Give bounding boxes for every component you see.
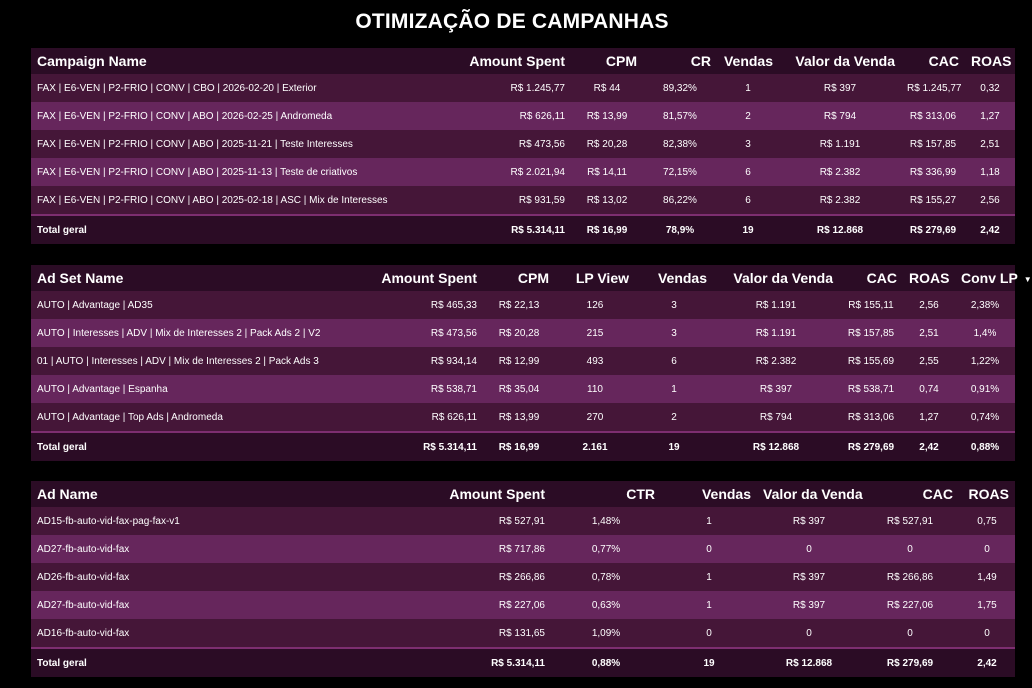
row-name-cell: AUTO | Interesses | ADV | Mix de Interesses 2 | Pack Ads 2 | V2 bbox=[31, 319, 355, 347]
total-cell: 2,42 bbox=[959, 648, 1015, 677]
table-cell: 0 bbox=[959, 535, 1015, 563]
row-name-cell: AD15-fb-auto-vid-fax-pag-fax-v1 bbox=[31, 507, 413, 535]
table-row[interactable] bbox=[31, 535, 1015, 563]
table-cell: 6 bbox=[717, 186, 779, 215]
table-cell: R$ 155,27 bbox=[901, 186, 965, 215]
table-cell: R$ 2.382 bbox=[713, 347, 839, 375]
table-cell: 0,32 bbox=[965, 74, 1015, 102]
total-row bbox=[31, 432, 1015, 461]
table-cell: 2,56 bbox=[965, 186, 1015, 215]
table-cell: 1,22% bbox=[955, 347, 1015, 375]
table-row[interactable] bbox=[31, 291, 1015, 319]
total-cell: R$ 5.314,11 bbox=[433, 215, 571, 244]
table-row[interactable] bbox=[31, 619, 1015, 648]
col-header-vendas[interactable]: Vendas bbox=[661, 481, 757, 507]
col-header-roas[interactable]: ROAS bbox=[959, 481, 1015, 507]
table-cell: 0 bbox=[757, 619, 861, 648]
col-header-cac[interactable]: CAC bbox=[901, 48, 965, 74]
table-cell: R$ 2.382 bbox=[779, 186, 901, 215]
table-cell: 2,38% bbox=[955, 291, 1015, 319]
table-cell: R$ 397 bbox=[713, 375, 839, 403]
total-row bbox=[31, 215, 1015, 244]
col-header-vendas[interactable]: Vendas bbox=[635, 265, 713, 291]
col-header-conv-lp[interactable] bbox=[955, 265, 1032, 291]
ad-header-row bbox=[31, 481, 1015, 507]
row-name-cell: FAX | E6-VEN | P2-FRIO | CONV | ABO | 2025-11-21 | Teste Interesses bbox=[31, 130, 433, 158]
total-row bbox=[31, 648, 1015, 677]
table-cell: 0 bbox=[959, 619, 1015, 648]
col-header-cr[interactable]: CR bbox=[643, 48, 717, 74]
adset-table bbox=[31, 265, 1032, 461]
col-header-amount-spent[interactable]: Amount Spent bbox=[433, 48, 571, 74]
table-cell: 82,38% bbox=[643, 130, 717, 158]
total-cell: R$ 5.314,11 bbox=[355, 432, 483, 461]
table-cell: 1,75 bbox=[959, 591, 1015, 619]
total-cell: 2.161 bbox=[555, 432, 635, 461]
row-name-cell: AD16-fb-auto-vid-fax bbox=[31, 619, 413, 648]
total-cell: 19 bbox=[717, 215, 779, 244]
table-cell: 0 bbox=[661, 619, 757, 648]
col-header-vendas[interactable]: Vendas bbox=[717, 48, 779, 74]
table-cell: R$ 397 bbox=[757, 563, 861, 591]
total-cell: R$ 5.314,11 bbox=[413, 648, 551, 677]
total-cell: 2,42 bbox=[903, 432, 955, 461]
table-cell: 81,57% bbox=[643, 102, 717, 130]
table-cell: R$ 538,71 bbox=[839, 375, 903, 403]
total-label: Total geral bbox=[31, 215, 433, 244]
table-cell: 0,74% bbox=[955, 403, 1015, 432]
table-cell: 0 bbox=[661, 535, 757, 563]
row-name-cell: AUTO | Advantage | Top Ads | Andromeda bbox=[31, 403, 355, 432]
table-cell: R$ 527,91 bbox=[413, 507, 551, 535]
table-cell: R$ 20,28 bbox=[483, 319, 555, 347]
table-cell: 1 bbox=[661, 563, 757, 591]
campaign-table bbox=[31, 48, 1015, 244]
table-cell: 1 bbox=[661, 507, 757, 535]
row-name-cell: FAX | E6-VEN | P2-FRIO | CONV | CBO | 2026-02-20 | Exterior bbox=[31, 74, 433, 102]
table-row[interactable] bbox=[31, 375, 1015, 403]
ad-table-body bbox=[31, 507, 1015, 677]
table-cell: R$ 717,86 bbox=[413, 535, 551, 563]
table-cell: 0 bbox=[861, 535, 959, 563]
table-cell: R$ 397 bbox=[757, 591, 861, 619]
page-title: OTIMIZAÇÃO DE CAMPANHAS bbox=[355, 10, 669, 33]
total-cell: R$ 12.868 bbox=[713, 432, 839, 461]
table-row[interactable] bbox=[31, 186, 1015, 215]
table-cell: 1,49 bbox=[959, 563, 1015, 591]
table-cell: 0,63% bbox=[551, 591, 661, 619]
table-cell: 2,51 bbox=[965, 130, 1015, 158]
table-cell: R$ 473,56 bbox=[355, 319, 483, 347]
table-cell: R$ 931,59 bbox=[433, 186, 571, 215]
table-cell: R$ 1.245,77 bbox=[901, 74, 965, 102]
table-cell: R$ 794 bbox=[779, 102, 901, 130]
table-cell: R$ 397 bbox=[757, 507, 861, 535]
table-cell: 1,27 bbox=[965, 102, 1015, 130]
col-header-valor-da-venda[interactable]: Valor da Venda bbox=[713, 265, 839, 291]
total-cell: 0,88% bbox=[551, 648, 661, 677]
table-cell: R$ 465,33 bbox=[355, 291, 483, 319]
col-header-valor-da-venda[interactable]: Valor da Venda bbox=[779, 48, 901, 74]
table-cell: R$ 157,85 bbox=[839, 319, 903, 347]
table-cell: R$ 266,86 bbox=[861, 563, 959, 591]
row-name-cell: FAX | E6-VEN | P2-FRIO | CONV | ABO | 2026-02-25 | Andromeda bbox=[31, 102, 433, 130]
col-header-cpm[interactable]: CPM bbox=[483, 265, 555, 291]
col-header-amount-spent[interactable]: Amount Spent bbox=[355, 265, 483, 291]
table-cell: R$ 157,85 bbox=[901, 130, 965, 158]
total-cell: 19 bbox=[635, 432, 713, 461]
col-header-roas[interactable]: ROAS bbox=[965, 48, 1015, 74]
table-cell: 1 bbox=[635, 375, 713, 403]
table-cell: 1,18 bbox=[965, 158, 1015, 186]
col-header-campaign-name[interactable]: Campaign Name bbox=[31, 48, 433, 74]
total-cell: R$ 279,69 bbox=[861, 648, 959, 677]
table-row[interactable] bbox=[31, 74, 1015, 102]
table-cell: R$ 12,99 bbox=[483, 347, 555, 375]
table-cell: R$ 2.382 bbox=[779, 158, 901, 186]
table-cell: R$ 336,99 bbox=[901, 158, 965, 186]
table-cell: 0,75 bbox=[959, 507, 1015, 535]
total-cell: R$ 12.868 bbox=[757, 648, 861, 677]
table-cell: 1,48% bbox=[551, 507, 661, 535]
table-cell: 0,91% bbox=[955, 375, 1015, 403]
total-label: Total geral bbox=[31, 648, 413, 677]
adset-header-row bbox=[31, 265, 1015, 291]
table-cell: R$ 397 bbox=[779, 74, 901, 102]
col-header-lp-view[interactable]: LP View bbox=[555, 265, 635, 291]
table-cell: R$ 794 bbox=[713, 403, 839, 432]
table-cell: R$ 266,86 bbox=[413, 563, 551, 591]
adset-table-body bbox=[31, 291, 1015, 461]
row-name-cell: AD27-fb-auto-vid-fax bbox=[31, 535, 413, 563]
table-cell: R$ 1.191 bbox=[779, 130, 901, 158]
table-cell: R$ 313,06 bbox=[901, 102, 965, 130]
total-cell: R$ 16,99 bbox=[483, 432, 555, 461]
table-row[interactable] bbox=[31, 563, 1015, 591]
col-header-cac[interactable]: CAC bbox=[839, 265, 903, 291]
table-cell: 1 bbox=[717, 74, 779, 102]
table-cell: R$ 20,28 bbox=[571, 130, 643, 158]
table-row[interactable] bbox=[31, 319, 1015, 347]
table-row[interactable] bbox=[31, 158, 1015, 186]
campaign-table-panel bbox=[31, 48, 1015, 244]
table-cell: R$ 155,11 bbox=[839, 291, 903, 319]
caret-down-icon[interactable]: ▼ bbox=[1023, 274, 1032, 284]
table-cell: R$ 1.245,77 bbox=[433, 74, 571, 102]
table-cell: R$ 14,11 bbox=[571, 158, 643, 186]
table-cell: 126 bbox=[555, 291, 635, 319]
table-row[interactable] bbox=[31, 130, 1015, 158]
table-cell: R$ 1.191 bbox=[713, 319, 839, 347]
total-cell: R$ 279,69 bbox=[839, 432, 903, 461]
table-cell: 270 bbox=[555, 403, 635, 432]
total-cell: 0,88% bbox=[955, 432, 1015, 461]
col-header-cac[interactable]: CAC bbox=[861, 481, 959, 507]
table-cell: 0,78% bbox=[551, 563, 661, 591]
total-cell: R$ 12.868 bbox=[779, 215, 901, 244]
total-cell: R$ 16,99 bbox=[571, 215, 643, 244]
campaign-header-row bbox=[31, 48, 1015, 74]
table-cell: 0,77% bbox=[551, 535, 661, 563]
col-header-roas[interactable]: ROAS bbox=[903, 265, 955, 291]
total-label: Total geral bbox=[31, 432, 355, 461]
table-cell: R$ 13,02 bbox=[571, 186, 643, 215]
row-name-cell: 01 | AUTO | Interesses | ADV | Mix de Interesses 2 | Pack Ads 3 bbox=[31, 347, 355, 375]
table-cell: 0 bbox=[757, 535, 861, 563]
ad-table-panel bbox=[31, 481, 1015, 677]
table-cell: 72,15% bbox=[643, 158, 717, 186]
row-name-cell: AD26-fb-auto-vid-fax bbox=[31, 563, 413, 591]
table-cell: 86,22% bbox=[643, 186, 717, 215]
table-cell: 0 bbox=[861, 619, 959, 648]
table-cell: R$ 538,71 bbox=[355, 375, 483, 403]
table-cell: R$ 227,06 bbox=[861, 591, 959, 619]
table-cell: 2,56 bbox=[903, 291, 955, 319]
table-cell: 6 bbox=[635, 347, 713, 375]
table-cell: 2 bbox=[717, 102, 779, 130]
col-header-ctr[interactable]: CTR bbox=[551, 481, 661, 507]
table-cell: 1 bbox=[661, 591, 757, 619]
table-cell: 2 bbox=[635, 403, 713, 432]
conv-lp-label: Conv LP bbox=[961, 270, 1018, 286]
table-cell: 3 bbox=[635, 319, 713, 347]
table-cell: 1,09% bbox=[551, 619, 661, 648]
table-cell: 1,27 bbox=[903, 403, 955, 432]
col-header-cpm[interactable]: CPM bbox=[571, 48, 643, 74]
row-name-cell: AD27-fb-auto-vid-fax bbox=[31, 591, 413, 619]
table-cell: R$ 13,99 bbox=[483, 403, 555, 432]
table-cell: 110 bbox=[555, 375, 635, 403]
table-cell: 1,4% bbox=[955, 319, 1015, 347]
row-name-cell: FAX | E6-VEN | P2-FRIO | CONV | ABO | 2025-11-13 | Teste de criativos bbox=[31, 158, 433, 186]
table-row[interactable] bbox=[31, 591, 1015, 619]
table-row[interactable] bbox=[31, 507, 1015, 535]
col-header-amount-spent[interactable]: Amount Spent bbox=[413, 481, 551, 507]
table-cell: 3 bbox=[717, 130, 779, 158]
total-cell: 78,9% bbox=[643, 215, 717, 244]
table-cell: 493 bbox=[555, 347, 635, 375]
table-cell: 2,55 bbox=[903, 347, 955, 375]
table-row[interactable] bbox=[31, 403, 1015, 432]
total-cell: 2,42 bbox=[965, 215, 1015, 244]
table-cell: R$ 473,56 bbox=[433, 130, 571, 158]
ad-table bbox=[31, 481, 1015, 677]
table-cell: 6 bbox=[717, 158, 779, 186]
table-cell: R$ 527,91 bbox=[861, 507, 959, 535]
table-cell: R$ 934,14 bbox=[355, 347, 483, 375]
row-name-cell: AUTO | Advantage | Espanha bbox=[31, 375, 355, 403]
col-header-valor-da-venda[interactable]: Valor da Venda bbox=[757, 481, 861, 507]
row-name-cell: AUTO | Advantage | AD35 bbox=[31, 291, 355, 319]
table-cell: R$ 626,11 bbox=[355, 403, 483, 432]
adset-table-panel bbox=[31, 265, 1032, 461]
table-cell: R$ 2.021,94 bbox=[433, 158, 571, 186]
col-header-ad-set-name[interactable]: Ad Set Name bbox=[31, 265, 355, 291]
table-cell: 89,32% bbox=[643, 74, 717, 102]
table-cell: R$ 131,65 bbox=[413, 619, 551, 648]
table-cell: R$ 227,06 bbox=[413, 591, 551, 619]
table-cell: 0,74 bbox=[903, 375, 955, 403]
row-name-cell: FAX | E6-VEN | P2-FRIO | CONV | ABO | 2025-02-18 | ASC | Mix de Interesses bbox=[31, 186, 433, 215]
table-cell: R$ 626,11 bbox=[433, 102, 571, 130]
table-row[interactable] bbox=[31, 102, 1015, 130]
total-cell: 19 bbox=[661, 648, 757, 677]
table-cell: R$ 35,04 bbox=[483, 375, 555, 403]
total-cell: R$ 279,69 bbox=[901, 215, 965, 244]
campaign-table-body bbox=[31, 74, 1015, 244]
table-cell: R$ 22,13 bbox=[483, 291, 555, 319]
table-cell: R$ 155,69 bbox=[839, 347, 903, 375]
table-cell: R$ 13,99 bbox=[571, 102, 643, 130]
table-cell: R$ 44 bbox=[571, 74, 643, 102]
table-cell: 3 bbox=[635, 291, 713, 319]
table-cell: 2,51 bbox=[903, 319, 955, 347]
table-cell: R$ 313,06 bbox=[839, 403, 903, 432]
table-row[interactable] bbox=[31, 347, 1015, 375]
table-cell: R$ 1.191 bbox=[713, 291, 839, 319]
col-header-ad-name[interactable]: Ad Name bbox=[31, 481, 413, 507]
table-cell: 215 bbox=[555, 319, 635, 347]
